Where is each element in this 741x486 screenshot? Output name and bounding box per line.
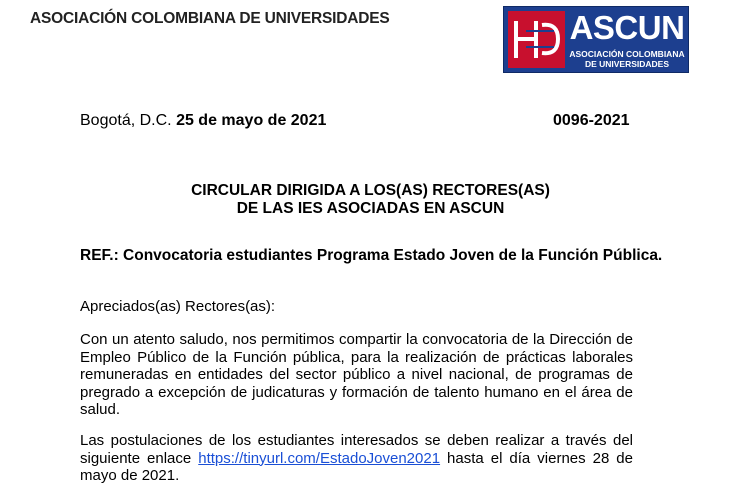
place: Bogotá, D.C. <box>80 112 172 129</box>
paragraph-2-text-before: Las postulaciones de los estudiantes interesados se deben realizar a través del siguiente enlace <box>80 432 633 467</box>
logo-subtitle-line2: DE UNIVERSIDADES <box>584 59 670 69</box>
document-number: 0096-2021 <box>553 112 630 129</box>
date-line <box>80 112 326 130</box>
greeting: Apreciados(as) Rectores(as): <box>80 298 276 315</box>
application-link[interactable]: https://tinyurl.com/EstadoJoven2021 <box>198 449 441 467</box>
title-line2: DE LAS IES ASOCIADAS EN ASCUN <box>236 200 505 217</box>
title-line1: CIRCULAR DIRIGIDA A LOS(AS) RECTORES(AS) <box>191 182 550 199</box>
paragraph-1: Con un atento saludo, nos permitimos compartir la convocatoria de la Dirección de Empleo Público de la Función pública, para la realización de prácticas laborales remuneradas en entidades del sector público a nivel nacional, de programas de pregrado a excepción de judicaturas y formación de talento humano en el área de salud. <box>80 331 633 418</box>
logo-subtitle-line1: ASOCIACIÓN COLOMBIANA <box>569 49 685 59</box>
ascun-logo <box>503 6 689 73</box>
logo-acronym: ASCUN <box>569 9 685 46</box>
date: 25 de mayo de 2021 <box>176 112 327 129</box>
logo-emblem-icon <box>508 11 565 68</box>
paragraph-2-text-after: hasta el día viernes 28 de mayo de 2021. <box>80 449 633 484</box>
reference-line: REF.: Convocatoria estudiantes Programa Estado Joven de la Función Pública. <box>80 247 663 264</box>
circular-title <box>0 182 741 218</box>
org-header-title: ASOCIACIÓN COLOMBIANA DE UNIVERSIDADES <box>30 10 390 27</box>
logo-subtitle <box>568 49 686 69</box>
paragraph-2 <box>80 432 633 485</box>
